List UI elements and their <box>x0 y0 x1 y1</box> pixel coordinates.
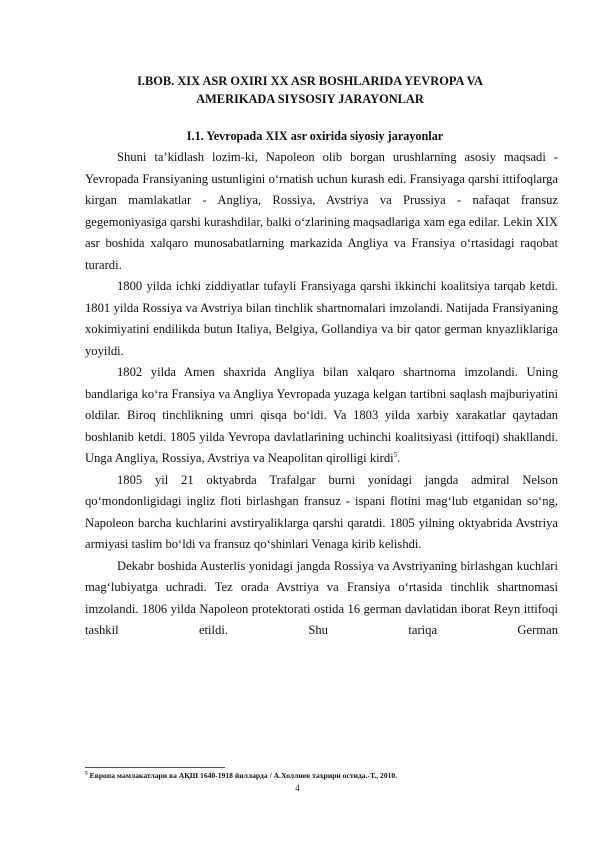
footnote-text: Европа мамлакатлари ва АҚШ 1640-1918 йилларда / А.Холлиев таҳрири остида.-Т., 2010. <box>89 771 398 780</box>
footnote-marker[interactable]: 5 <box>393 450 398 459</box>
paragraph-5: Dekabr boshida Austerlis yonidagi jangda Rossiya va Avstriyaning birlashgan kuchlari mag‘lubiyatga uchradi. Tez orada Avstriya va Fransiya o‘rtasida tinchlik shartnomasi imzolandi. 1806 yilda Napoleon protektorati ostida 16 german davlatidan iborat Reyn ittifoqi tashkil etildi. Shu tariqa German <box>85 558 558 637</box>
footnote-divider <box>85 767 225 768</box>
footnote-number: 5 <box>85 770 88 777</box>
paragraph-1: Shuni ta’kidlash lozim-ki, Napoleon olib borgan urushlarning asosiy maqsadi - Yevropada Fransiyaning ustunligini o‘rnatish uchun kurash edi. Fransiyaga qarshi ittifoqlarga kirgan mamlakatlar - Angliya, Rossiya, Avstriya va Prussiya - nafaqat fransuz gegemoniyasiga qarshi kurashdilar, balki o‘zlarining maqsadlariga xam ega edilar. Lekin XIX asr boshida xalqaro munosabatlarning markazida Angliya va Fransiya o‘rtasidagi raqobat turardi. <box>85 150 559 272</box>
section-title: I.1. Yevropada XIX asr oxirida siyosiy jarayonlar <box>186 129 444 143</box>
paragraph-3-end: . <box>397 451 401 465</box>
paragraph-4: 1805 yil 21 oktyabrda Trafalgar burni yonidagi jangda admiral Nelson qo‘mondonligidagi ingliz floti birlashgan fransuz - ispani flotini mag‘lub etganidan so‘ng, Napoleon barcha kuchlarini avstiryaliklarga qarshi qaratdi. 1805 yilning oktyabrida Avstriya armiyasi taslim bo‘ldi va fransuz qo‘shinlari Venaga kirib kelishdi. <box>85 472 558 551</box>
paragraph-3 <box>85 362 558 470</box>
chapter-title: I.BOB. XIX ASR OXIRI XX ASR BOSHLARIDA YEVROPA VA AMERIKADA SIYSOSIY JARAYONLAR <box>137 74 483 106</box>
body-text <box>85 147 558 642</box>
page-number: 4 <box>295 783 300 793</box>
paragraph-3-text: 1802 yilda Amen shaxrida Angliya bilan xalqaro shartnoma imzolandi. Uning bandlariga ko‘ra Fransiya va Angliya Yevropada yuzaga kelgan tartibni saqlash majburiyatini oldilar. Biroq tinchlikning umri qisqa bo‘ldi. Va 1803 yilda xarbiy xarakatlar qaytadan boshlanib ketdi. 1805 yilda Yevropa davlatlarining uchinchi koalitsiyasi (ittifoqi) shakllandi. Unga Angliya, Rossiya, Avstriya va Neapolitan qirolligi kirdi <box>85 365 558 465</box>
footnote <box>85 770 558 781</box>
paragraph-2: 1800 yilda ichki ziddiyatlar tufayli Fransiyaga qarshi ikkinchi koalitsiya tarqab ketdi. 1801 yilda Rossiya va Avstriya bilan tinchlik shartnomalari imzolandi. Natijada Fransiyaning xokimiyatini endilikda butun Italiya, Belgiya, Gollandiya va bir qator german knyazliklariga yoyildi. <box>85 279 558 358</box>
